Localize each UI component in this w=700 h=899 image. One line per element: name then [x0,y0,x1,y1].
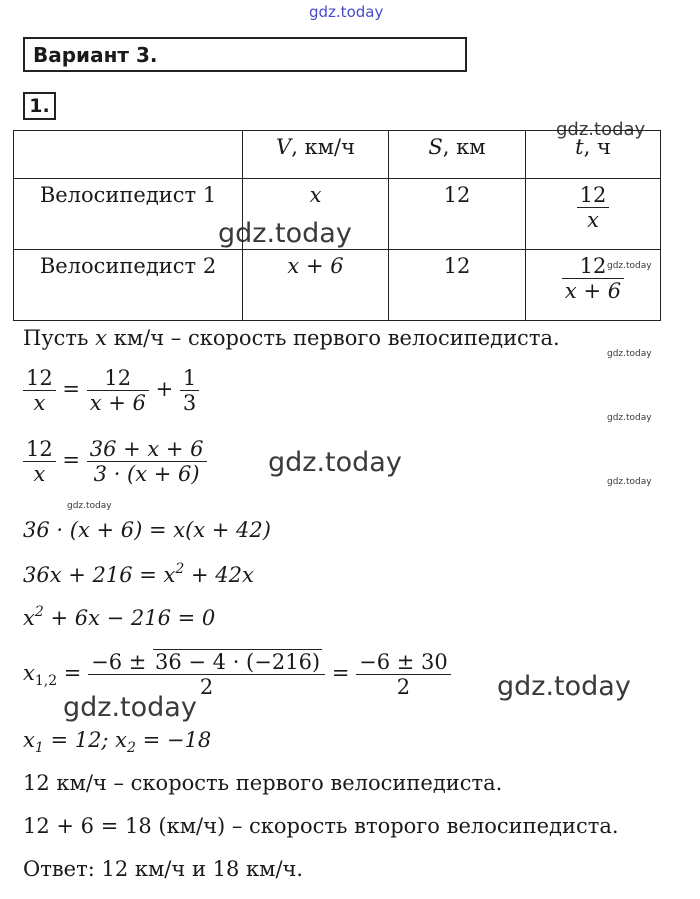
answer-line: Ответ: 12 км/ч и 18 км/ч. [23,857,304,881]
speed-line-2: 12 + 6 = 18 (км/ч) – скорость второго велосипедиста. [23,814,619,838]
quadratic-equation: $x^2 + 6x - 216 = 0$ [23,604,216,630]
watermark-top[interactable]: gdz.today [309,3,384,21]
table-row [14,250,661,321]
row-name: Велосипедист 1 [14,179,243,250]
row-distance: 12 [389,179,526,250]
watermark: gdz.today [497,671,631,702]
speed-table [13,130,661,321]
intro-line: Пусть x км/ч – скорость первого велосипедиста. [23,326,560,350]
variant-header [23,37,467,72]
row-time: $\frac{12}{x + 6}$ [526,250,661,321]
watermark: gdz.today [218,218,352,249]
watermark: gdz.today [607,413,652,423]
row-distance: 12 [389,250,526,321]
watermark: gdz.today [607,349,652,359]
watermark: gdz.today [67,501,112,511]
row-speed: x [243,179,389,250]
row-time: $\frac{12}{x}$ [526,179,661,250]
roots-result: $x_1 = 12$; $x_2 = -18$ [23,728,212,756]
watermark: gdz.today [268,447,402,478]
watermark: gdz.today [63,692,197,723]
table-header-empty [14,131,243,179]
table-header-row [14,131,661,179]
watermark: gdz.today [556,119,646,140]
watermark: gdz.today [607,477,652,487]
table-header-speed: V, км/ч [243,131,389,179]
equation-1: $\frac{12}{x}$ = $\frac{12}{x + 6}$ + $\frac{1}{3}$ [23,366,199,415]
watermark: gdz.today [607,261,652,271]
speed-line-1: 12 км/ч – скорость первого велосипедиста. [23,771,503,795]
variant-title: Вариант 3. [33,43,158,67]
equation-3: 36 · (x + 6) = x(x + 42) [23,518,271,542]
table-row [14,179,661,250]
table-header-distance: S, км [389,131,526,179]
table-header-time: t, ч [526,131,661,179]
row-name: Велосипедист 2 [14,250,243,321]
roots-formula: $x_{1,2}$ = $\frac{-6 \pm 36 - 4 \cdot (-216)}{2}$ = $\frac{-6 \pm 30}{2}$ [23,650,451,699]
equation-2: $\frac{12}{x}$ = $\frac{36 + x + 6}{3 \cdot (x + 6)}$ [23,437,207,486]
task-number: 1. [23,92,56,120]
row-speed: x + 6 [243,250,389,321]
equation-4: $36x + 216 = x^2 + 42x$ [23,561,254,587]
